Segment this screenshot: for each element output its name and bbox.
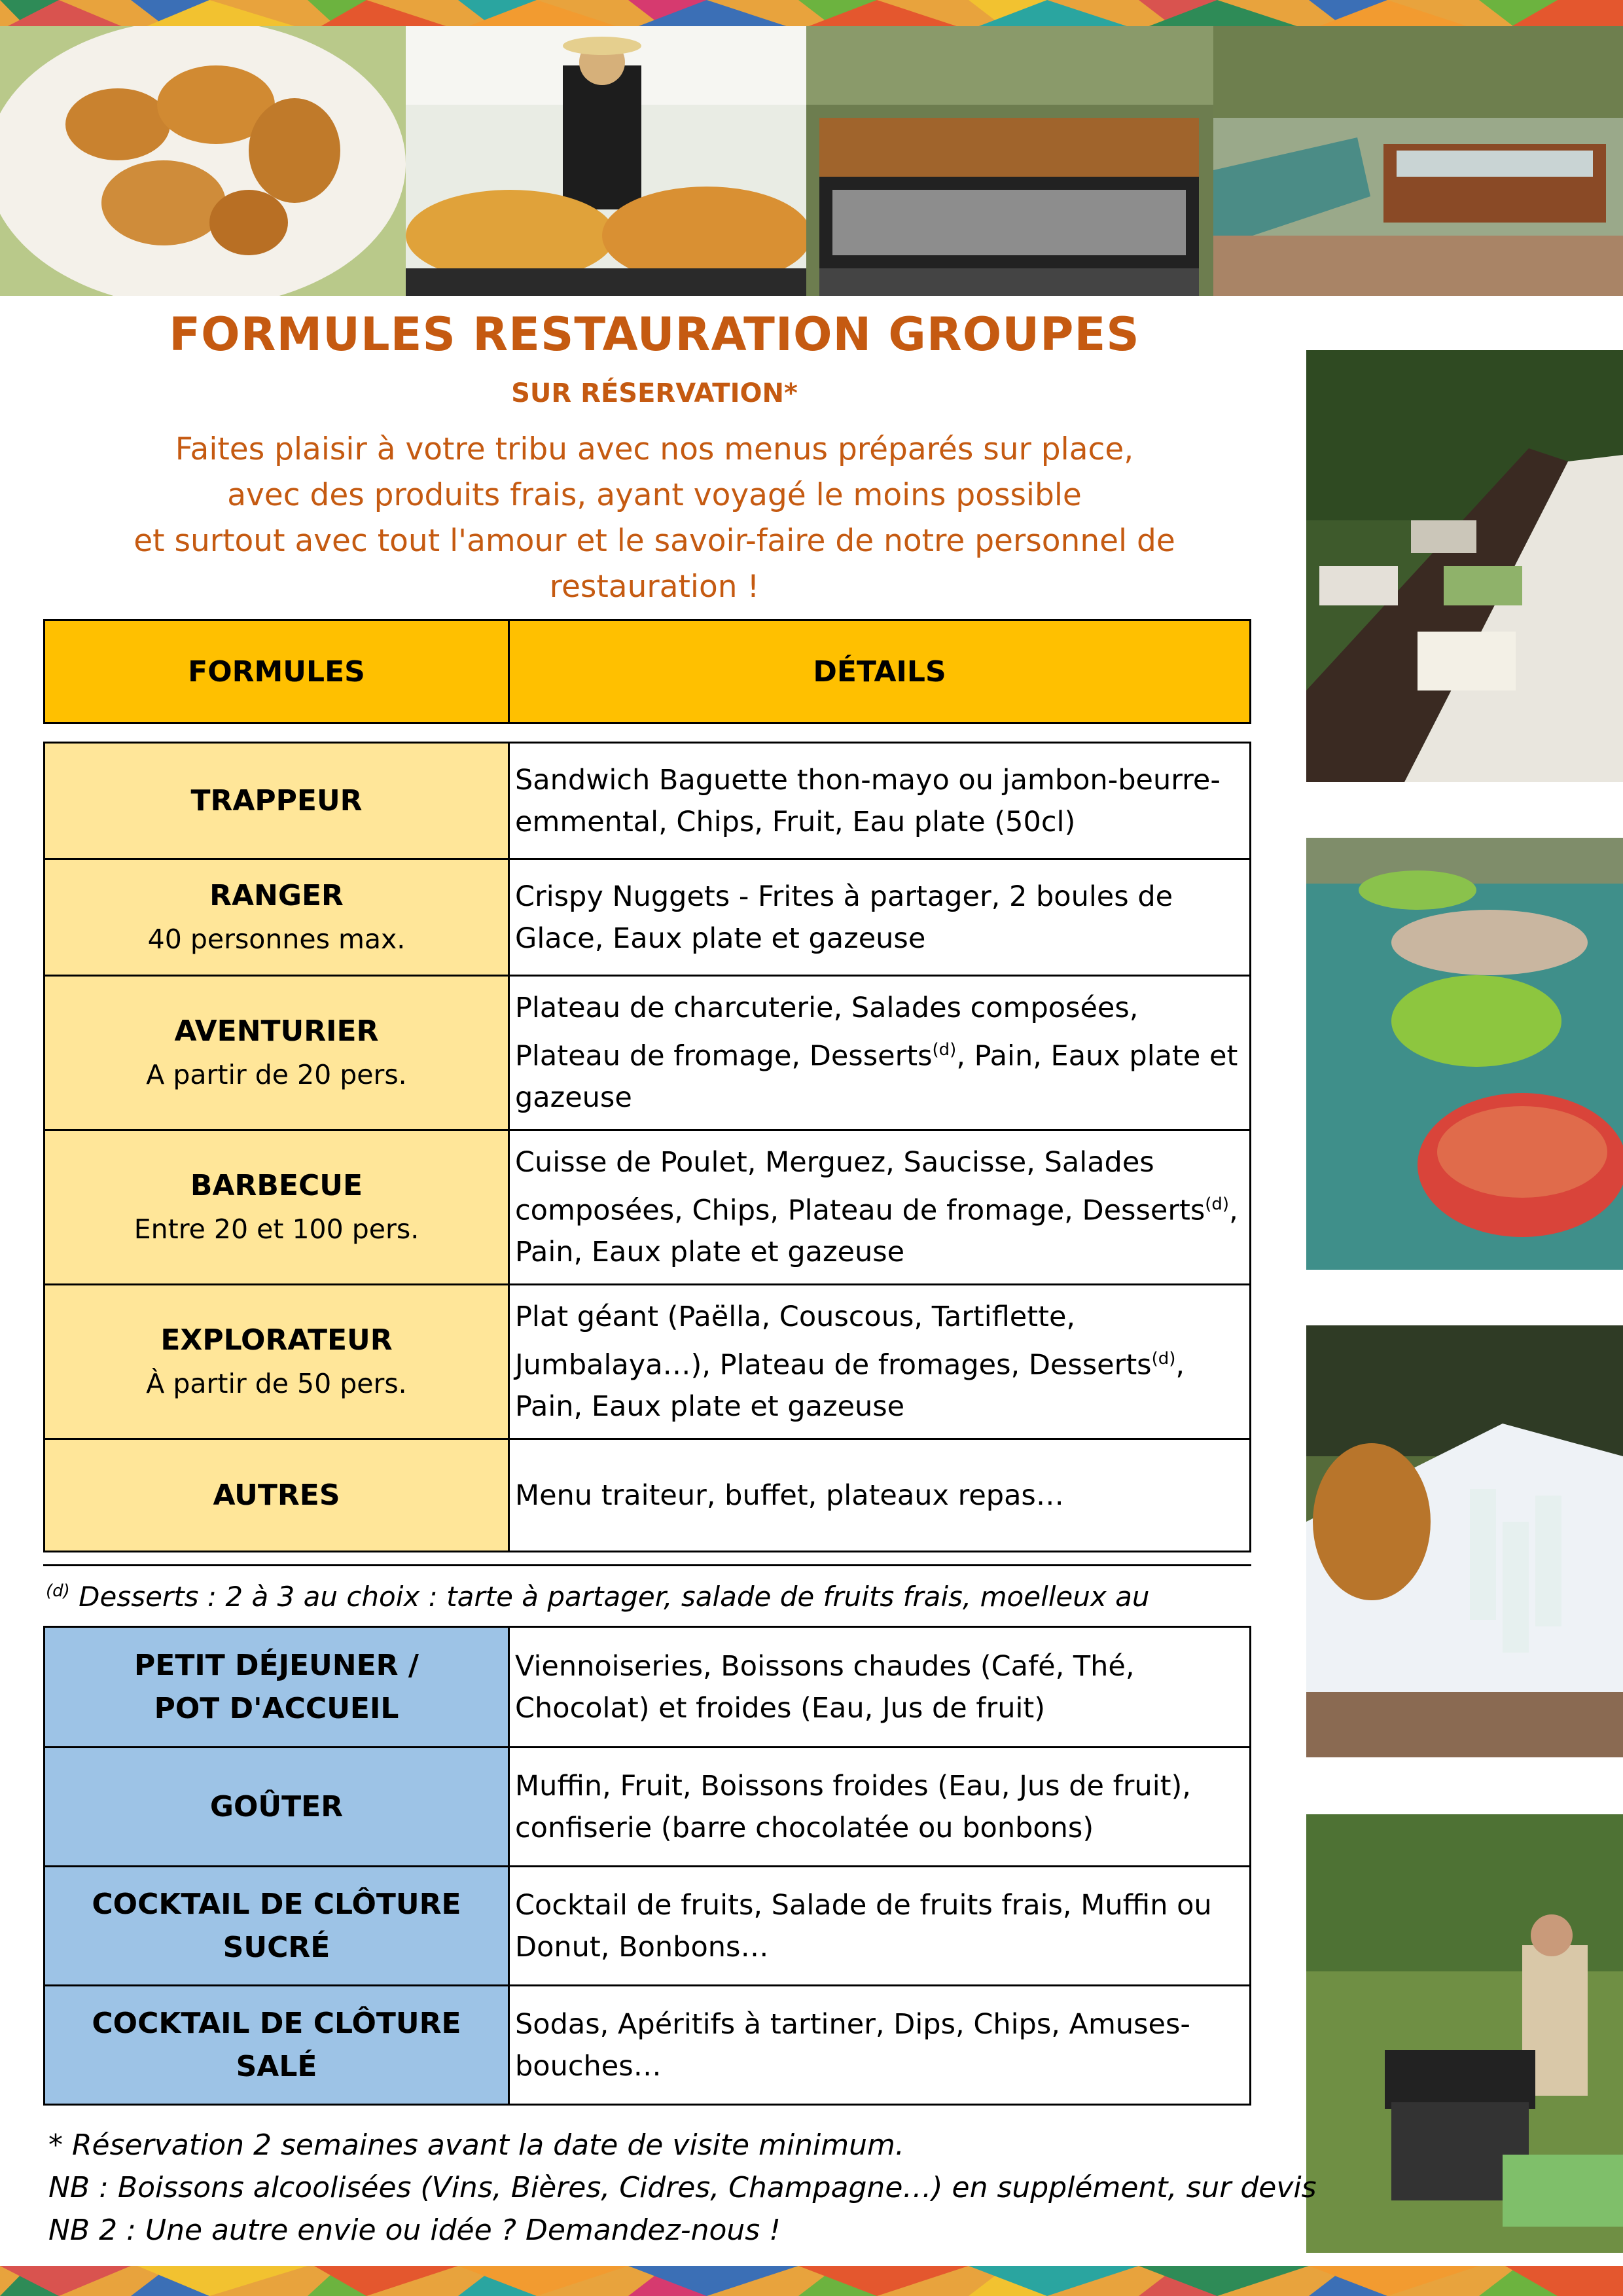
extra-details: Cocktail de fruits, Salade de fruits frais, Muffin ou Donut, Bonbons… (509, 1867, 1251, 1986)
table-row (45, 1748, 1251, 1867)
formule-name: EXPLORATEUR (160, 1323, 393, 1357)
table-row (45, 1986, 1251, 2105)
table-row (45, 1285, 1251, 1439)
formule-details: Crispy Nuggets - Frites à partager, 2 boules de Glace, Eaux plate et gazeuse (509, 859, 1251, 976)
extra-name: COCKTAIL DE CLÔTURE (92, 2006, 461, 2040)
intro-line: et surtout avec tout l'amour et le savoir-faire de notre personnel de (134, 523, 1175, 559)
desserts-note-mark: (d) (46, 1581, 70, 1601)
extra-name: PETIT DÉJEUNER / (134, 1648, 419, 1682)
intro-line: Faites plaisir à votre tribu avec nos menus préparés sur place, (175, 431, 1134, 467)
paella-photo (406, 26, 806, 296)
formule-label (45, 1285, 509, 1439)
table-row (45, 1130, 1251, 1285)
extra-details: Muffin, Fruit, Boissons froides (Eau, Jus de fruit), confiserie (barre chocolatée ou bonbons) (509, 1748, 1251, 1867)
desserts-note-text: Desserts : 2 à 3 au choix : tarte à partager, salade de fruits frais, moelleux au (69, 1581, 1150, 1613)
extras-table (43, 1626, 1251, 2106)
salad-table-photo (1306, 350, 1623, 782)
barbecue-grill-photo (806, 26, 1213, 296)
formule-label (45, 976, 509, 1130)
column-header-formules: FORMULES (45, 620, 509, 723)
intro-line: restauration ! (549, 569, 760, 605)
bottom-decor-band (0, 2266, 1623, 2296)
extra-label (45, 1867, 509, 1986)
extra-name: POT D'ACCUEIL (154, 1691, 399, 1725)
drinks-table-photo (1306, 1325, 1623, 1757)
desserts-note-mark: (d) (932, 1039, 957, 1060)
details-text: , Pain, Eaux plate et gazeuse (515, 1194, 1238, 1269)
buffet-deck-photo (1213, 26, 1623, 296)
footer-notes (48, 2124, 1317, 2251)
formule-details (509, 1285, 1251, 1439)
formule-label (45, 1439, 509, 1552)
table-row (45, 859, 1251, 976)
details-text: Plat géant (Paëlla, Couscous, Tartiflette, Jumbalaya…), Plateau de fromages, Desserts (515, 1300, 1152, 1382)
formule-label (45, 1130, 509, 1285)
formule-condition: À partir de 50 pers. (146, 1367, 407, 1399)
extra-details: Sodas, Apéritifs à tartiner, Dips, Chips, Amuses-bouches… (509, 1986, 1251, 2105)
intro-text (79, 427, 1230, 610)
footer-line: * Réservation 2 semaines avant la date de visite minimum. (48, 2128, 904, 2162)
page-subtitle: SUR RÉSERVATION* (511, 378, 798, 408)
formule-details (509, 1130, 1251, 1285)
intro-line: avec des produits frais, ayant voyagé le moins possible (227, 477, 1082, 513)
extra-label (45, 1748, 509, 1867)
formule-details: Sandwich Baguette thon-mayo ou jambon-beurre-emmental, Chips, Fruit, Eau plate (50cl) (509, 743, 1251, 859)
formule-details: Menu traiteur, buffet, plateaux repas… (509, 1439, 1251, 1552)
footer-line: NB : Boissons alcoolisées (Vins, Bières, Cidres, Champagne…) en supplément, sur devis (48, 2171, 1317, 2204)
formule-name: AUTRES (213, 1478, 340, 1512)
extra-name: COCKTAIL DE CLÔTURE (92, 1887, 461, 1921)
formule-name: RANGER (209, 878, 344, 912)
extra-details: Viennoiseries, Boissons chaudes (Café, Thé, Chocolat) et froides (Eau, Jus de fruit) (509, 1627, 1251, 1748)
formule-name: AVENTURIER (174, 1014, 379, 1048)
table-header (43, 619, 1251, 724)
formule-name: BARBECUE (190, 1168, 363, 1202)
formule-label (45, 859, 509, 976)
table-row (45, 976, 1251, 1130)
details-text: , Pain, Eaux plate et gazeuse (515, 1348, 1185, 1424)
footer-line: NB 2 : Une autre envie ou idée ? Demandez-nous ! (48, 2214, 781, 2247)
table-row (45, 1867, 1251, 1986)
formule-condition: 40 personnes max. (147, 923, 406, 955)
desserts-note-mark: (d) (1151, 1348, 1176, 1369)
page-title: FORMULES RESTAURATION GROUPES (169, 308, 1140, 361)
formule-name: TRAPPEUR (190, 783, 363, 817)
column-header-details: DÉTAILS (509, 620, 1251, 723)
details-text: Cuisse de Poulet, Merguez, Saucisse, Salades composées, Chips, Plateau de fromage, Desserts (515, 1145, 1205, 1227)
details-text: Plateau de charcuterie, Salades composées, Plateau de fromage, Desserts (515, 991, 1139, 1073)
desserts-note-mark: (d) (1205, 1194, 1230, 1214)
nuggets-photo (0, 26, 406, 296)
desserts-note (46, 1570, 1250, 1624)
extra-name: GOÛTER (209, 1789, 344, 1823)
table-row (45, 1439, 1251, 1552)
divider (43, 1564, 1251, 1566)
table-row (45, 1627, 1251, 1748)
formule-condition: A partir de 20 pers. (146, 1058, 407, 1090)
formules-table (43, 742, 1251, 1552)
table-row (45, 743, 1251, 859)
formule-details (509, 976, 1251, 1130)
extra-name: SUCRÉ (223, 1930, 330, 1964)
extra-name: SALÉ (236, 2049, 317, 2083)
extra-label (45, 1986, 509, 2105)
extra-label (45, 1627, 509, 1748)
formule-label (45, 743, 509, 859)
barbecue-cook-photo (1306, 1814, 1623, 2253)
buffet-bowls-photo (1306, 838, 1623, 1270)
details-text: , Pain, Eaux plate et gazeuse (515, 1039, 1238, 1115)
formule-condition: Entre 20 et 100 pers. (134, 1213, 419, 1245)
